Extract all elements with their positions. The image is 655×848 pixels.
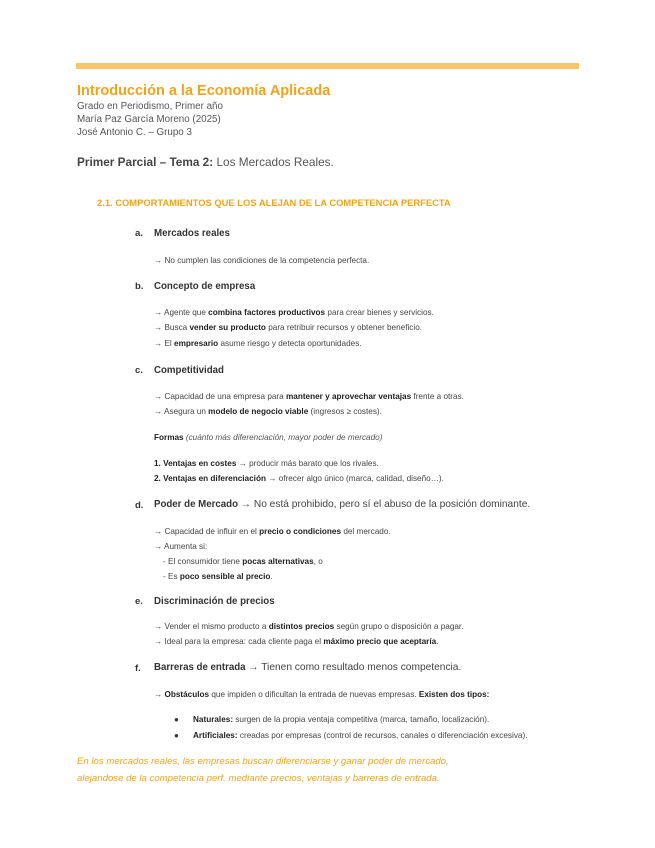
item-b-line-2: → Busca vender su producto para retribuir recursos y obtener beneficio.: [154, 323, 423, 332]
summary-line-2: alejandose de la competencia perf. mediante precios, ventajas y barreras de entrada.: [77, 773, 440, 784]
summary-line-1: En los mercados reales, las empresas buscan diferenciarse y ganar poder de mercado,: [77, 756, 449, 767]
item-b-line-3: → El empresario asume riesgo y detecta oportunidades.: [154, 339, 362, 348]
item-e-title: Discriminación de precios: [154, 596, 275, 607]
item-c-line-2: → Asegura un modelo de negocio viable (ingresos ≥ costes).: [154, 407, 382, 416]
item-c-title: Competitividad: [154, 365, 224, 376]
item-f-bullet-1: Naturales: surgen de la propia ventaja competitiva (marca, tamaño, localización).: [193, 715, 490, 724]
item-a-letter: a.: [135, 228, 143, 239]
exam-topic-heading: [77, 155, 334, 169]
item-a-title: Mercados reales: [154, 228, 230, 239]
item-f-line-1: → Obstáculos que impiden o dificultan la entrada de nuevas empresas. Existen dos tipos:: [154, 690, 490, 699]
item-c-letter: c.: [135, 365, 143, 376]
item-d-line-1: → Capacidad de influir en el precio o condiciones del mercado.: [154, 527, 391, 536]
group-text: José Antonio C. – Grupo 3: [77, 127, 192, 138]
bullet-icon: ●: [174, 715, 179, 724]
item-d-title: Poder de Mercado → No está prohibido, pero sí el abuso de la posición dominante.: [154, 499, 531, 510]
item-f-letter: f.: [135, 663, 141, 674]
item-d-sub-2: - Es poco sensible al precio.: [163, 572, 273, 581]
exam-label: Primer Parcial – Tema 2:: [77, 155, 214, 169]
item-d-sub-1: - El consumidor tiene pocas alternativas, o: [163, 557, 323, 566]
item-f-title: Barreras de entrada → Tienen como resultado menos competencia.: [154, 662, 462, 673]
item-d-letter: d.: [135, 500, 144, 511]
header-accent-bar: [76, 63, 579, 69]
item-b-line-1: → Agente que combina factores productivos para crear bienes y servicios.: [154, 308, 434, 317]
item-e-letter: e.: [135, 596, 143, 607]
item-d-line-2: → Aumenta si:: [154, 542, 208, 551]
exam-topic: Los Mercados Reales.: [216, 155, 334, 169]
item-f-bullet-2: Artificiales: creadas por empresas (control de recursos, canales o diferenciación excesiva).: [193, 731, 528, 740]
document-title: Introducción a la Economía Aplicada: [77, 83, 331, 99]
author-text: María Paz García Moreno (2025): [77, 114, 221, 125]
item-c-forma-1: 1. Ventajas en costes → producir más barato que los rivales.: [154, 459, 379, 468]
item-b-letter: b.: [135, 281, 144, 292]
item-c-line-1: → Capacidad de una empresa para mantener y aprovechar ventajas frente a otras.: [154, 392, 464, 401]
item-c-forma-2: 2. Ventajas en diferenciación → ofrecer algo único (marca, calidad, diseño…).: [154, 474, 444, 483]
item-e-line-2: → Ideal para la empresa: cada cliente paga el máximo precio que aceptaría.: [154, 637, 439, 646]
degree-text: Grado en Periodismo, Primer año: [77, 101, 223, 112]
item-b-title: Concepto de empresa: [154, 281, 256, 292]
item-a-line-1: → No cumplen las condiciones de la competencia perfecta.: [154, 256, 370, 265]
item-c-formas: Formas (cuánto más diferenciación, mayor poder de mercado): [154, 433, 383, 442]
section-heading: 2.1. COMPORTAMIENTOS QUE LOS ALEJAN DE LA COMPETENCIA PERFECTA: [97, 197, 451, 208]
bullet-icon: ●: [174, 731, 179, 740]
item-e-line-1: → Vender el mismo producto a distintos precios según grupo o disposición a pagar.: [154, 622, 464, 631]
